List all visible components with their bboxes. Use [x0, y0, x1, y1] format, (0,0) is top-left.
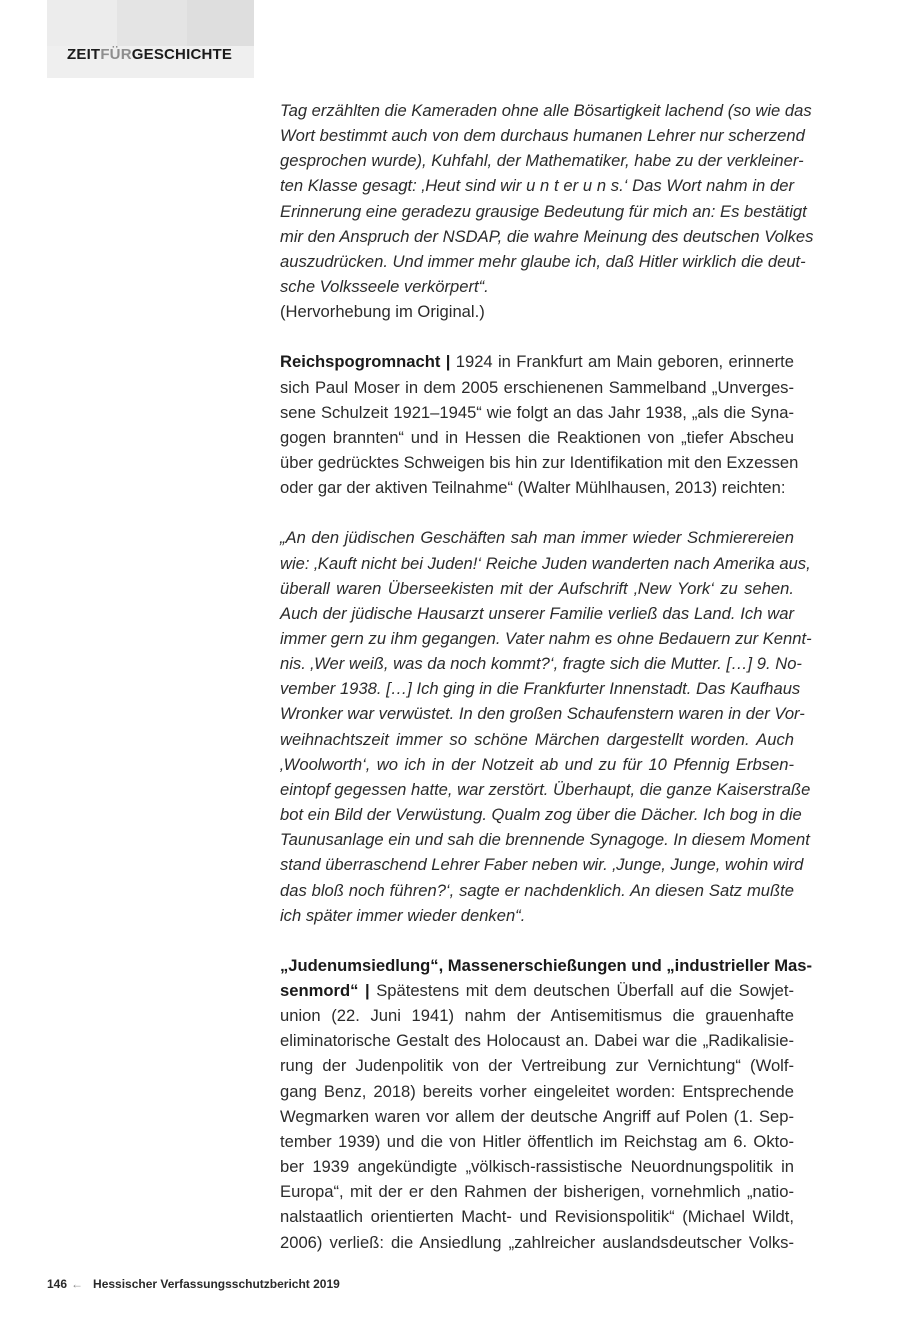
quote-line: Wort bestimmt auch von dem durchaus humanen Lehrer nur scherzend [280, 126, 805, 146]
paragraph-judenumsiedlung [280, 953, 813, 1255]
quote-line: immer gern zu ihm gegangen. Vater nahm es ohne Bedauern zur Kennt- [280, 628, 812, 648]
header-tile [117, 0, 187, 46]
header-tile [47, 0, 117, 46]
quote-line: eintopf gegessen hatte, war zerstört. Überhaupt, die ganze Kaiserstraße [280, 779, 811, 799]
title-part-geschichte: GESCHICHTE [131, 46, 233, 63]
quote-line: Taunusanlage ein und sah die brennende Synagoge. In diesem Moment [280, 830, 810, 850]
quote-line: mir den Anspruch der NSDAP, die wahre Meinung des deutschen Volkes [280, 226, 814, 246]
quote-line: ten Klasse gesagt: ‚Heut sind wir u n t er u n s.‘ Das Wort nahm in der [280, 176, 794, 196]
paragraph-line: Reichspogromnacht | 1924 in Frankfurt am Main geboren, erinnerte [280, 352, 794, 372]
paragraph-line: Wegmarken waren vor allem der deutsche Angriff auf Polen (1. Sep- [280, 1106, 794, 1126]
page-footer [47, 1277, 340, 1291]
quote-line: stand überraschend Lehrer Faber neben wir. ‚Junge, Junge, wohin wird [280, 855, 804, 875]
quote-block-1 [280, 98, 814, 299]
quote-line: überall waren Überseekisten mit der Aufschrift ‚New York‘ zu sehen. [280, 578, 794, 598]
title-part-fuer: FÜR [100, 46, 132, 63]
paragraph-line: sene Schulzeit 1921–1945“ wie folgt an das Jahr 1938, „als die Syna- [280, 402, 794, 422]
quote-line: ‚Woolworth‘, wo ich in der Notzeit ab und zu für 10 Pfennig Erbsen- [280, 754, 794, 774]
paragraph-line: union (22. Juni 1941) nahm der Antisemitismus die grauenhafte [280, 1006, 794, 1026]
paragraph-line: sich Paul Moser in dem 2005 erschienenen Sammelband „Unverges- [280, 377, 794, 397]
quote-line: „An den jüdischen Geschäften sah man immer wieder Schmierereien [280, 528, 794, 548]
paragraph-line: über gedrücktes Schweigen bis hin zur Identifikation mit den Exzessen [280, 453, 799, 473]
quote-line: auszudrücken. Und immer mehr glaube ich, daß Hitler wirklich die deut- [280, 251, 806, 271]
quote-line: weihnachtszeit immer so schöne Märchen dargestellt worden. Auch [280, 729, 794, 749]
quote-line: nis. ‚Wer weiß, was da noch kommt?‘, fragte sich die Mutter. […] 9. No- [280, 654, 802, 674]
paragraph-heading: „Judenumsiedlung“, Massenerschießungen und „industrieller Mas- [280, 955, 813, 975]
quote-line: Tag erzählten die Kameraden ohne alle Bösartigkeit lachend (so wie das [280, 101, 812, 120]
quote-line: ich später immer wieder denken“. [280, 905, 526, 925]
paragraph-line: Europa“, mit der er den Rahmen der bisherigen, vornehmlich „natio- [280, 1182, 794, 1202]
article-body [280, 98, 814, 1255]
title-part-zeit: ZEIT [67, 46, 101, 63]
publication-title: Hessischer Verfassungsschutzbericht 2019 [93, 1277, 340, 1291]
quote-note: (Hervorhebung im Original.) [280, 302, 485, 322]
paragraph-line: nalstaatlich orientierten Macht- und Revisionspolitik“ (Michael Wildt, [280, 1207, 794, 1227]
paragraph-line: senmord“ | Spätestens mit dem deutschen Überfall auf die Sowjet- [280, 981, 794, 1000]
section-title [67, 46, 232, 63]
page-number: 146 [47, 1277, 68, 1291]
paragraph-line: oder gar der aktiven Teilnahme“ (Walter Mühlhausen, 2013) reichten: [280, 478, 786, 498]
quote-line: vember 1938. […] Ich ging in die Frankfurter Innenstadt. Das Kaufhaus [280, 679, 801, 699]
quote-line: Wronker war verwüstet. In den großen Schaufenstern waren in der Vor- [280, 704, 805, 724]
header-tile [187, 0, 254, 46]
quote-line: das bloß noch führen?‘, sagte er nachdenklich. An diesen Satz mußte [280, 880, 794, 900]
header-banner [47, 0, 254, 78]
paragraph-line: eliminatorische Gestalt des Holocaust an. Dabei war die „Radikalisie- [280, 1031, 794, 1051]
paragraph-line: rung der Judenpolitik von der Vertreibung zur Vernichtung“ (Wolf- [280, 1056, 794, 1076]
quote-line: gesprochen wurde), Kuhfahl, der Mathematiker, habe zu der verkleiner- [280, 151, 804, 171]
paragraph-line: gogen brannten“ und in Hessen die Reaktionen von „tiefer Abscheu [280, 427, 794, 447]
quote-line: sche Volksseele verkörpert“. [280, 277, 489, 297]
arrow-left-icon: ← [71, 1277, 84, 1291]
paragraph-line: ber 1939 angekündigte „völkisch-rassistische Neuordnungspolitik in [280, 1157, 794, 1177]
paragraph-reichspogromnacht [280, 349, 799, 500]
quote-line: bot ein Bild der Verwüstung. Qualm zog über die Dächer. Ich bog in die [280, 805, 802, 825]
paragraph-heading: Reichspogromnacht | [280, 352, 451, 372]
paragraph-line: tember 1939) und die von Hitler öffentlich im Reichstag am 6. Okto- [280, 1131, 794, 1151]
quote-block-2 [280, 525, 812, 928]
paragraph-heading: senmord“ | [280, 981, 370, 1000]
quote-line: Auch der jüdische Hausarzt unserer Familie verließ das Land. Ich war [280, 603, 794, 623]
paragraph-line: gang Benz, 2018) bereits vorher eingeleitet worden: Entsprechende [280, 1081, 794, 1101]
quote-line: wie: ‚Kauft nicht bei Juden!‘ Reiche Juden wanderten nach Amerika aus, [280, 553, 811, 573]
quote-line: Erinnerung eine geradezu grausige Bedeutung für mich an: Es bestätigt [280, 201, 807, 221]
paragraph-line: 2006) verließ: die Ansiedlung „zahlreicher auslandsdeutscher Volks- [280, 1232, 794, 1252]
